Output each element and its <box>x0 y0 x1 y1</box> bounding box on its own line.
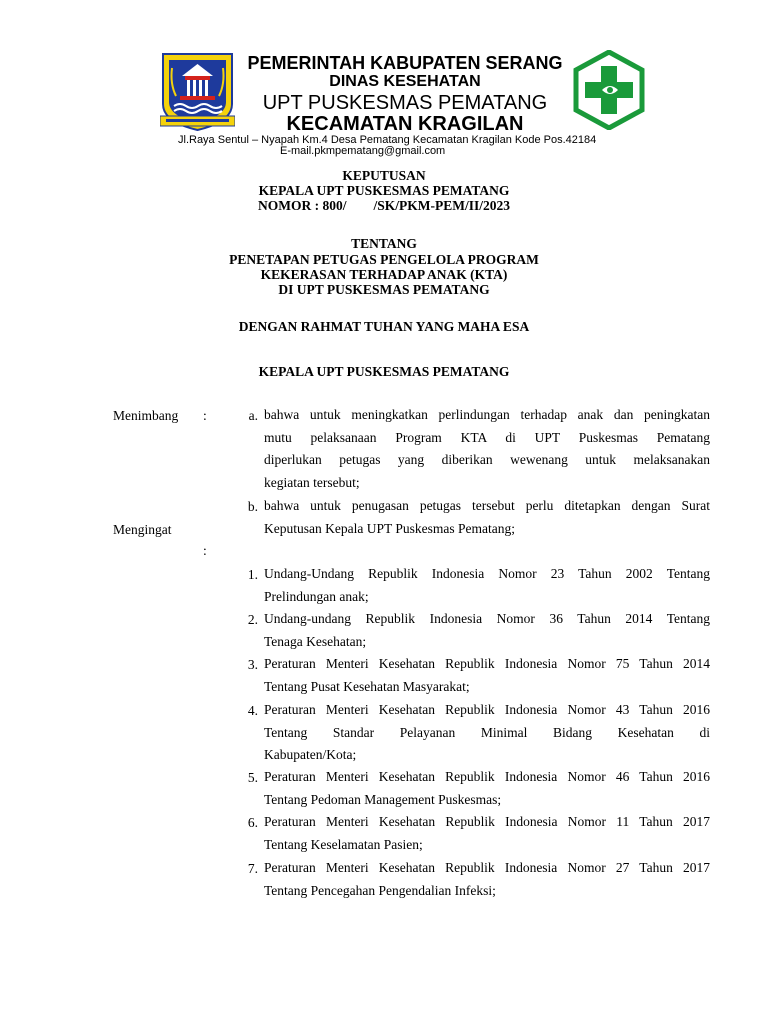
text-line: Tentang Pedoman Management Puskesmas; <box>264 791 502 807</box>
rahmat-heading: DENGAN RAHMAT TUHAN YANG MAHA ESA <box>238 319 530 334</box>
title-nomor: NOMOR : 800/ /SK/PKM-PEM/II/2023 <box>258 198 510 213</box>
menimbang-b-text <box>264 495 710 540</box>
mengingat-6-text <box>264 811 710 856</box>
text-line: Peraturan Menteri Kesehatan Republik Indonesia Nomor 11 Tahun 2017 <box>264 814 710 829</box>
mengingat-1-marker: 1. <box>247 567 258 582</box>
mengingat-label: Mengingat <box>113 522 172 537</box>
text-line: Tentang Pencegahan Pengendalian Infeksi; <box>264 882 496 898</box>
text-line: Peraturan Menteri Kesehatan Republik Indonesia Nomor 75 Tahun 2014 <box>264 656 710 671</box>
text-line: Tentang Pusat Kesehatan Masyarakat; <box>264 678 470 694</box>
text-line: mutu pelaksanaan Program KTA di UPT Puskesmas Pematang <box>264 429 710 445</box>
title-kepala: KEPALA UPT PUSKESMAS PEMATANG <box>258 183 510 198</box>
text-line: Undang-Undang Republik Indonesia Nomor 23 Tahun 2002 Tentang <box>264 566 710 581</box>
mengingat-5-text <box>264 766 710 811</box>
title-keputusan: KEPUTUSAN <box>342 168 426 183</box>
mengingat-7-text <box>264 857 710 902</box>
serang-regency-emblem <box>160 50 235 132</box>
text-line: Undang-undang Republik Indonesia Nomor 36 Tahun 2014 Tentang <box>264 611 710 626</box>
menimbang-a-text <box>264 404 710 494</box>
text-line: kegiatan tersebut; <box>264 474 360 490</box>
menimbang-b-marker: b. <box>247 499 258 514</box>
text-line: Keputusan Kepala UPT Puskesmas Pematang; <box>264 520 515 536</box>
text-line: Tentang Standar Pelayanan Minimal Bidang Kesehatan di <box>264 724 710 740</box>
mengingat-3-marker: 3. <box>247 657 258 672</box>
mengingat-5-marker: 5. <box>247 770 258 785</box>
mengingat-2-text <box>264 608 710 653</box>
text-line: Peraturan Menteri Kesehatan Republik Indonesia Nomor 43 Tahun 2016 <box>264 702 710 717</box>
menimbang-label: Menimbang <box>113 408 179 423</box>
subject-line-2: KEKERASAN TERHADAP ANAK (KTA) <box>260 267 508 282</box>
menimbang-colon: : <box>203 408 207 423</box>
menimbang-a-marker: a. <box>248 408 258 423</box>
text-line: Peraturan Menteri Kesehatan Republik Indonesia Nomor 27 Tahun 2017 <box>264 860 710 875</box>
letterhead-line-4: KECAMATAN KRAGILAN <box>286 113 524 135</box>
letterhead-line-3: UPT PUSKESMAS PEMATANG <box>262 92 548 114</box>
letterhead-email: E-mail.pkmpematang@gmail.com <box>280 145 446 157</box>
mengingat-6-marker: 6. <box>247 815 258 830</box>
kepala-heading: KEPALA UPT PUSKESMAS PEMATANG <box>258 364 510 379</box>
subject-line-1: PENETAPAN PETUGAS PENGELOLA PROGRAM <box>229 252 539 267</box>
mengingat-2-marker: 2. <box>247 612 258 627</box>
text-line: diperlukan petugas yang diberikan wewenang untuk melaksanakan <box>264 452 710 467</box>
letterhead-line-2: DINAS KESEHATAN <box>329 73 481 90</box>
title-tentang: TENTANG <box>351 236 417 251</box>
mengingat-3-text <box>264 653 710 698</box>
text-line: Tenaga Kesehatan; <box>264 633 367 649</box>
letterhead-address: Jl.Raya Sentul – Nyapah Km.4 Desa Pematang Kecamatan Kragilan Kode Pos.42184 <box>178 134 597 146</box>
puskesmas-logo <box>572 50 646 130</box>
mengingat-colon: : <box>203 543 207 558</box>
mengingat-4-marker: 4. <box>247 703 258 718</box>
text-line: Peraturan Menteri Kesehatan Republik Indonesia Nomor 46 Tahun 2016 <box>264 769 710 784</box>
text-line: bahwa untuk meningkatkan perlindungan terhadap anak dan peningkatan <box>264 407 710 422</box>
text-line: Prelindungan anak; <box>264 588 369 604</box>
text-line: bahwa untuk penugasan petugas tersebut perlu ditetapkan dengan Surat <box>264 498 710 513</box>
letterhead-line-1: PEMERINTAH KABUPATEN SERANG <box>247 53 563 73</box>
mengingat-7-marker: 7. <box>247 861 258 876</box>
subject-line-3: DI UPT PUSKESMAS PEMATANG <box>278 282 490 297</box>
text-line: Kabupaten/Kota; <box>264 747 357 762</box>
mengingat-1-text <box>264 563 710 608</box>
text-line: Tentang Keselamatan Pasien; <box>264 836 423 852</box>
mengingat-4-text <box>264 699 710 767</box>
